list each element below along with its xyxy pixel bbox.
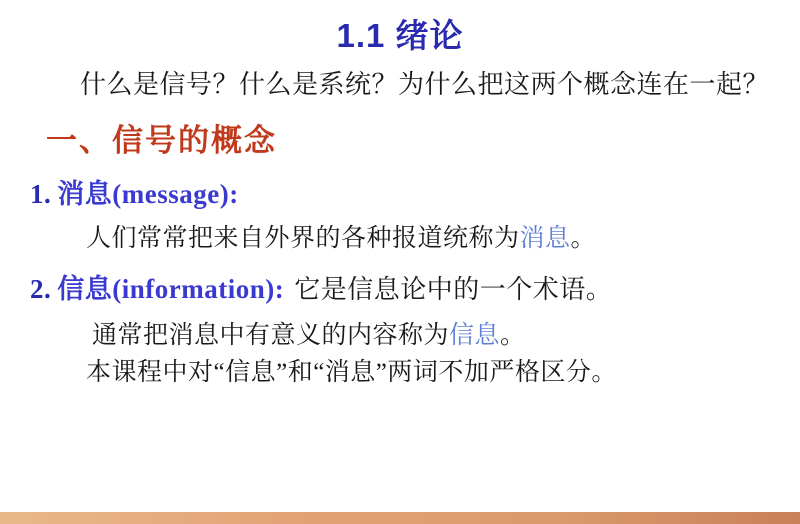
information-definition-suffix: 。: [500, 322, 526, 350]
list-item: [30, 267, 800, 306]
list-item-tail: 它是信息论中的一个术语。: [294, 275, 613, 305]
intro-paragraph: 什么是信号？什么是系统？为什么把这两个概念连在一起？: [80, 70, 770, 100]
message-definition-line: [86, 223, 800, 256]
list-item-number: 2.: [30, 274, 52, 305]
list-item: [30, 172, 800, 211]
information-definition-line: [92, 320, 800, 353]
list-item-term: 消息(message):: [57, 178, 239, 209]
course-note-line: 本课程中对“信息”和“消息”两词不加严格区分。: [86, 358, 617, 386]
list-item-number: 1.: [30, 178, 52, 209]
information-keyword: 信息: [449, 322, 501, 350]
page-title: 1.1 绪论: [336, 17, 464, 54]
message-definition-suffix: 。: [570, 224, 597, 252]
slide-canvas: [0, 18, 800, 524]
message-keyword: 消息: [519, 224, 571, 252]
message-definition-prefix: 人们常常把来自外界的各种报道统称为: [86, 224, 520, 252]
information-definition-prefix: 通常把消息中有意义的内容称为: [92, 322, 450, 350]
section-heading: 一、信号的概念: [46, 122, 277, 158]
list-item-term: 信息(information):: [57, 274, 285, 305]
bottom-decorative-bar: [0, 512, 800, 524]
